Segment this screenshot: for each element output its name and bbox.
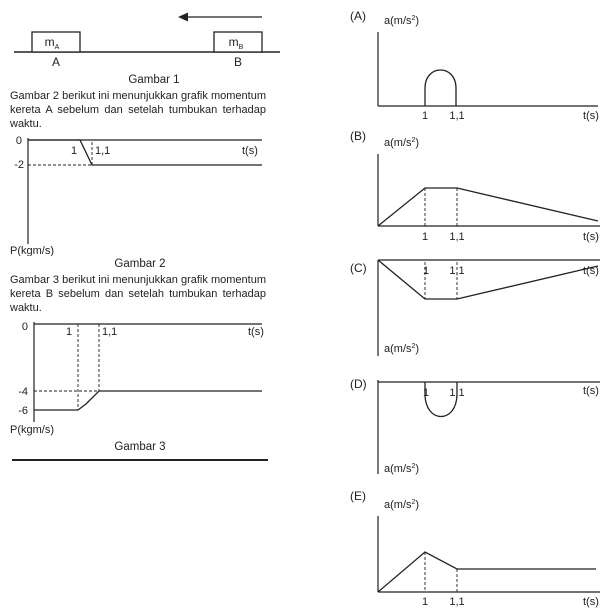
x-axis-label: t(s)	[583, 385, 599, 397]
acceleration-line	[378, 260, 598, 299]
x-axis-label: t(s)	[583, 596, 599, 608]
x-axis-label: t(s)	[583, 265, 599, 277]
point-b-label: B	[233, 55, 243, 69]
option-e-graph	[348, 486, 606, 608]
momentum-line-b	[34, 391, 262, 410]
y-axis-label: P(kgm/s)	[10, 245, 54, 256]
figure-1	[0, 0, 290, 72]
block-b-label: $m_B$	[228, 35, 244, 51]
y-tick-0: 0	[21, 321, 28, 333]
x-axis-label: t(s)	[242, 145, 258, 157]
x-axis-label: t(s)	[248, 326, 264, 338]
option-letter: (E)	[350, 489, 366, 503]
acceleration-line	[378, 188, 598, 226]
y-tick-0: 0	[15, 135, 22, 147]
option-c-graph	[348, 252, 606, 370]
caption-gambar-2: Gambar 2	[114, 258, 166, 270]
t-label-1: 1	[66, 326, 73, 338]
t-label-1-1: 1,1	[449, 596, 465, 608]
point-a-label: A	[51, 55, 61, 69]
acceleration-line	[378, 552, 596, 592]
option-letter: (D)	[350, 377, 367, 391]
y-axis-label: P(kgm/s)	[10, 424, 54, 436]
x-axis-label: t(s)	[583, 231, 599, 243]
option-d-graph	[348, 374, 606, 478]
block-a-label: $m_A$	[44, 35, 60, 51]
text-gambar-2: Gambar 2 berikut ini menunjukkan grafik momentum kereta A sebelum dan setelah tumbukan terhadap waktu.	[10, 90, 266, 130]
y-axis-label: $a(m/s^2)$	[384, 343, 420, 355]
t-label-1-1: 1,1	[102, 326, 118, 338]
t-label-1: 1	[421, 596, 429, 608]
momentum-line-a	[28, 140, 262, 165]
t-label-1: 1	[422, 265, 430, 277]
y-axis-label: $a(m/s^2)$	[384, 499, 420, 511]
acceleration-curve	[425, 70, 456, 106]
y-axis-label: $a(m/s^2)$	[384, 15, 420, 27]
t-label-1: 1	[71, 145, 78, 157]
section-divider	[12, 459, 268, 461]
t-label-1: 1	[421, 110, 429, 122]
y-tick-minus-2: -2	[14, 159, 24, 171]
option-letter: (A)	[350, 9, 366, 23]
motion-arrow-head	[178, 13, 188, 22]
figure-3	[0, 318, 290, 438]
t-label-1-1: 1,1	[449, 110, 465, 122]
option-b-graph	[348, 126, 606, 244]
caption-gambar-1: Gambar 1	[128, 74, 180, 86]
t-label-1-1: 1,1	[449, 387, 465, 399]
y-tick-minus-4: -4	[18, 386, 28, 398]
t-label-1: 1	[422, 387, 430, 399]
x-axis-label: t(s)	[583, 110, 599, 122]
option-letter: (C)	[350, 261, 367, 275]
y-tick-minus-6: -6	[18, 405, 28, 417]
t-label-1-1: 1,1	[449, 265, 465, 277]
figure-2	[0, 134, 290, 256]
t-label-1-1: 1,1	[95, 145, 111, 157]
y-axis-label: $a(m/s^2)$	[384, 137, 420, 149]
t-label-1-1: 1,1	[449, 231, 465, 243]
y-axis-label: $a(m/s^2)$	[384, 463, 420, 475]
text-gambar-3: Gambar 3 berikut ini menunjukkan grafik momentum kereta B sebelum dan setelah tumbukan terhadap waktu.	[10, 274, 266, 314]
option-letter: (B)	[350, 129, 366, 143]
caption-gambar-3: Gambar 3	[114, 441, 166, 453]
t-label-1: 1	[421, 231, 429, 243]
option-a-graph	[348, 6, 606, 124]
